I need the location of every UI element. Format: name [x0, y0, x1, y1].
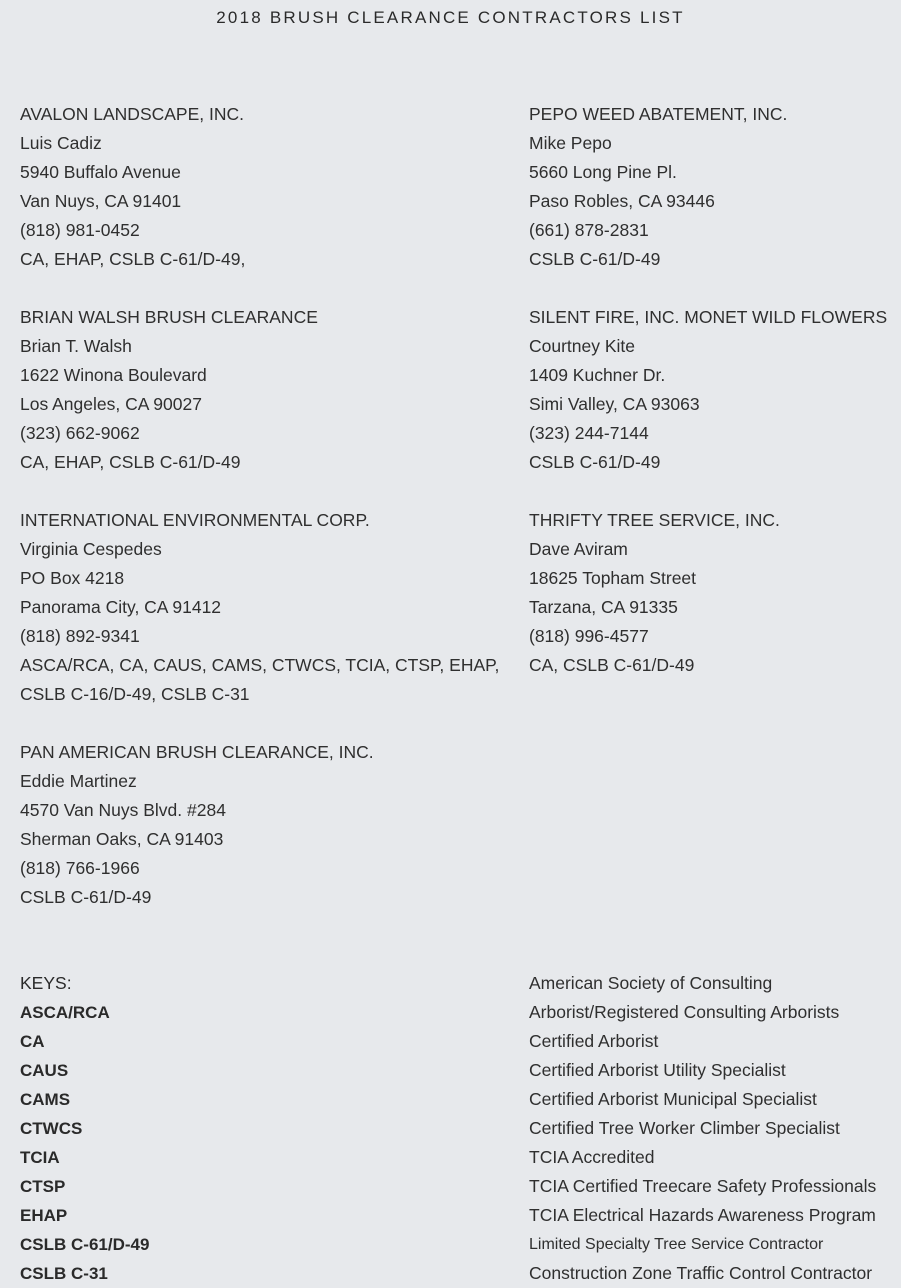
key-row	[20, 1259, 890, 1288]
contractor-company: INTERNATIONAL ENVIRONMENTAL CORP.	[20, 510, 370, 530]
contractor-city: Tarzana, CA 91335	[529, 597, 678, 617]
key-code: CTWCS	[20, 1119, 83, 1138]
contractor-entry	[20, 506, 529, 709]
contractor-credentials: CA, EHAP, CSLB C-61/D-49	[20, 452, 241, 472]
key-row	[20, 1085, 890, 1114]
key-description: Limited Specialty Tree Service Contractor	[529, 1236, 824, 1253]
key-row	[20, 1114, 890, 1143]
contractor-address: 5660 Long Pine Pl.	[529, 162, 677, 182]
key-description: Certified Arborist Municipal Specialist	[529, 1089, 817, 1109]
key-code: CTSP	[20, 1177, 66, 1196]
key-row	[20, 1201, 890, 1230]
contractor-address: 1622 Winona Boulevard	[20, 365, 207, 385]
contractor-address: 18625 Topham Street	[529, 568, 697, 588]
contractor-city: Panorama City, CA 91412	[20, 597, 222, 617]
contractor-company: SILENT FIRE, INC. MONET WILD FLOWERS	[529, 307, 888, 327]
contractor-contact: Virginia Cespedes	[20, 539, 162, 559]
key-code: CSLB C-31	[20, 1264, 108, 1283]
contractor-phone: (818) 766-1966	[20, 858, 140, 878]
key-row	[20, 1143, 890, 1172]
contractor-city: Simi Valley, CA 93063	[529, 394, 700, 414]
key-description: Certified Tree Worker Climber Specialist	[529, 1118, 840, 1138]
contractor-city: Paso Robles, CA 93446	[529, 191, 715, 211]
contractor-company: AVALON LANDSCAPE, INC.	[20, 104, 244, 124]
contractor-list	[20, 100, 890, 912]
contractor-entry	[20, 738, 529, 912]
contractor-address: 4570 Van Nuys Blvd. #284	[20, 800, 226, 820]
page-title: 2018 BRUSH CLEARANCE CONTRACTORS LIST	[216, 8, 685, 27]
contractor-contact: Brian T. Walsh	[20, 336, 132, 356]
key-row	[20, 1230, 890, 1259]
contractor-city: Van Nuys, CA 91401	[20, 191, 182, 211]
key-description: Certified Arborist Utility Specialist	[529, 1060, 786, 1080]
contractor-credentials-continued: CSLB C-16/D-49, CSLB C-31	[20, 684, 250, 704]
contractor-entry	[529, 303, 890, 477]
contractor-credentials: ASCA/RCA, CA, CAUS, CAMS, CTWCS, TCIA, CTSP, EHAP,	[20, 655, 500, 675]
key-description: Certified Arborist	[529, 1031, 659, 1051]
key-code: CAMS	[20, 1090, 71, 1109]
key-description: Arborist/Registered Consulting Arborists	[529, 1002, 840, 1022]
contractor-company: BRIAN WALSH BRUSH CLEARANCE	[20, 307, 318, 327]
contractor-company: THRIFTY TREE SERVICE, INC.	[529, 510, 780, 530]
key-description: TCIA Electrical Hazards Awareness Program	[529, 1205, 876, 1225]
contractor-address: PO Box 4218	[20, 568, 125, 588]
key-code: EHAP	[20, 1206, 68, 1225]
contractor-credentials: CSLB C-61/D-49	[20, 887, 152, 907]
contractor-phone: (323) 244-7144	[529, 423, 649, 443]
contractor-credentials: CSLB C-61/D-49	[529, 452, 661, 472]
contractor-contact: Luis Cadiz	[20, 133, 102, 153]
contractor-credentials: CA, CSLB C-61/D-49	[529, 655, 695, 675]
key-description: TCIA Certified Treecare Safety Professionals	[529, 1176, 877, 1196]
key-row	[20, 1172, 890, 1201]
contractor-phone: (818) 892-9341	[20, 626, 140, 646]
contractor-city: Los Angeles, CA 90027	[20, 394, 202, 414]
contractor-phone: (661) 878-2831	[529, 220, 649, 240]
contractor-entry	[20, 303, 529, 477]
contractor-phone: (818) 981-0452	[20, 220, 140, 240]
keys-heading-row	[20, 969, 890, 998]
key-row	[20, 1027, 890, 1056]
key-description: TCIA Accredited	[529, 1147, 655, 1167]
contractor-address: 1409 Kuchner Dr.	[529, 365, 666, 385]
keys-heading: KEYS:	[20, 973, 72, 993]
key-code: TCIA	[20, 1148, 60, 1167]
contractor-contact: Mike Pepo	[529, 133, 612, 153]
contractor-phone: (323) 662-9062	[20, 423, 140, 443]
key-row	[20, 998, 890, 1027]
contractor-entry	[529, 100, 890, 274]
keys-legend	[20, 969, 890, 1288]
key-code: CA	[20, 1032, 45, 1051]
contractor-phone: (818) 996-4577	[529, 626, 649, 646]
key-row	[20, 1056, 890, 1085]
key-description: American Society of Consulting	[529, 973, 773, 993]
contractor-entry	[20, 100, 529, 274]
contractor-credentials: CA, EHAP, CSLB C-61/D-49,	[20, 249, 246, 269]
key-code: ASCA/RCA	[20, 1003, 110, 1022]
contractor-contact: Courtney Kite	[529, 336, 636, 356]
key-description: Construction Zone Traffic Control Contractor	[529, 1263, 873, 1283]
contractor-company: PEPO WEED ABATEMENT, INC.	[529, 104, 788, 124]
contractor-credentials: CSLB C-61/D-49	[529, 249, 661, 269]
contractor-company: PAN AMERICAN BRUSH CLEARANCE, INC.	[20, 742, 374, 762]
contractor-address: 5940 Buffalo Avenue	[20, 162, 181, 182]
contractor-entry	[529, 506, 890, 709]
contractor-contact: Eddie Martinez	[20, 771, 137, 791]
contractor-contact: Dave Aviram	[529, 539, 628, 559]
key-code: CAUS	[20, 1061, 69, 1080]
contractor-city: Sherman Oaks, CA 91403	[20, 829, 224, 849]
key-code: CSLB C-61/D-49	[20, 1235, 150, 1254]
